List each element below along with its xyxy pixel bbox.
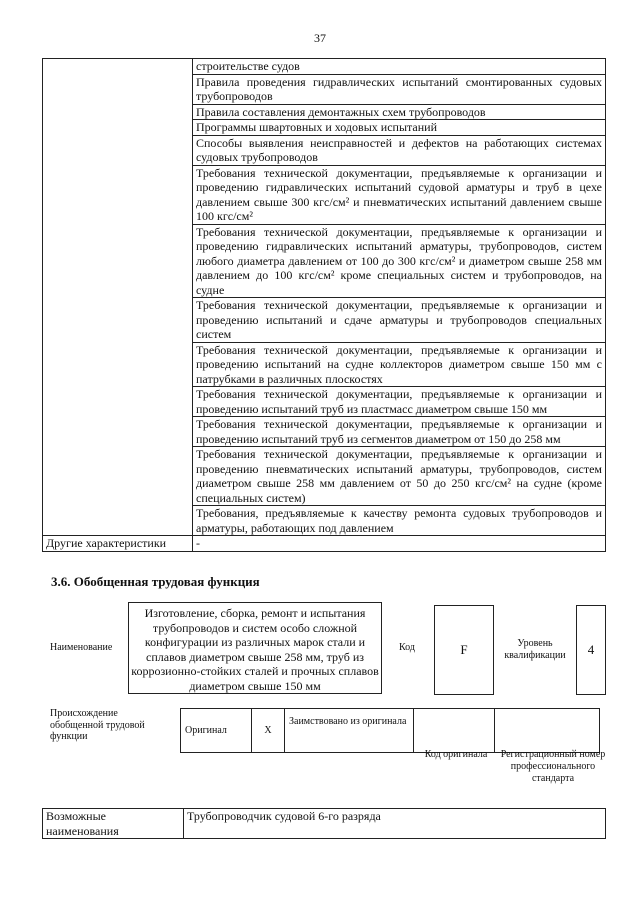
table-row — [43, 809, 606, 839]
table-cell: Требования технической документации, предъявляемые к организации и проведению гидравлических испытаний судовой арматуры и труб в цехе давлением свыше 300 кгс/см² и пневматических испытаний давлением свыше 100 кгс/см² — [193, 165, 606, 224]
other-characteristics-value: - — [193, 536, 606, 552]
table-cell: Требования технической документации, предъявляемые к организации и проведению пневматических испытаний арматуры, трубопроводов, систем диаметром свыше 258 мм давлением от 50 до 250 кгс/см² на судне (кроме специальных систем) — [193, 447, 606, 506]
table-row — [43, 536, 606, 552]
table-cell: Программы швартовных и ходовых испытаний — [193, 120, 606, 136]
table-cell: Требования технической документации, предъявляемые к организации и проведению испытаний труб из пластмасс диаметром свыше 150 мм — [193, 387, 606, 417]
origin-label: Происхождение обобщенной трудовой функции — [50, 708, 145, 742]
other-characteristics-label: Другие характеристики — [43, 536, 193, 552]
section-heading: 3.6. Обобщенная трудовая функция — [51, 574, 260, 589]
borrowed-label: Заимствовано из оригинала — [285, 709, 414, 753]
knowledge-table — [42, 58, 606, 552]
code-label: Код — [399, 642, 415, 653]
possible-names-label: Возможные наименования — [43, 809, 184, 839]
table-row — [181, 709, 600, 753]
table-cell: Требования технической документации, предъявляемые к организации и проведению испытаний труб из сегментов диаметром от 150 до 258 мм — [193, 417, 606, 447]
reg-number-cell — [495, 709, 600, 753]
table-cell: Требования, предъявляемые к качеству ремонта судовых трубопроводов и арматуры, работающих под давлением — [193, 506, 606, 536]
possible-names-table — [42, 808, 606, 839]
table-cell: Правила составления демонтажных схем трубопроводов — [193, 104, 606, 120]
table-cell: строительстве судов — [193, 59, 606, 75]
function-name-box: Изготовление, сборка, ремонт и испытания трубопроводов и систем особо сложной конфигурации из различных марок стали и сплавов диаметром свыше 258 мм, труб из коррозионно-стойких сталей и прочных сплавов диаметром свыше 150 мм — [128, 602, 382, 694]
name-label: Наименование — [50, 642, 113, 653]
table-cell: Требования технической документации, предъявляемые к организации и проведению испытаний на судне коллекторов диаметром свыше 150 мм с патрубками в различных плоскостях — [193, 342, 606, 387]
code-original-cell — [414, 709, 495, 753]
code-value-box: F — [434, 605, 494, 695]
table-cell: Требования технической документации, предъявляемые к организации и проведению гидравлических испытаний арматуры, трубопроводов, систем любого диаметра давлением от 100 до 300 кгс/см² и диаметром свыше 258 мм давлением до 100 кгс/см² кроме специальных систем и трубопроводов, на судне — [193, 224, 606, 298]
table-cell: Способы выявления неисправностей и дефектов на работающих системах судовых трубопроводов — [193, 135, 606, 165]
table-label-cell — [43, 59, 193, 536]
original-label: Оригинал — [181, 709, 252, 753]
table-row — [43, 59, 606, 75]
original-mark: X — [252, 709, 285, 753]
page-number: 37 — [314, 31, 326, 45]
table-cell: Требования технической документации, предъявляемые к организации и проведению испытаний и сдаче арматуры и трубопроводов специальных систем — [193, 298, 606, 343]
qualification-level-box: 4 — [576, 605, 606, 695]
possible-names-value: Трубопроводчик судовой 6-го разряда — [184, 809, 606, 839]
table-cell: Правила проведения гидравлических испытаний смонтированных судовых трубопроводов — [193, 74, 606, 104]
qualification-level-label: Уровень квалификации — [504, 638, 566, 661]
origin-table — [180, 708, 600, 753]
code-original-caption: Код оригинала — [424, 749, 488, 760]
reg-number-caption: Регистрационный номер профессионального стандарта — [500, 749, 606, 784]
